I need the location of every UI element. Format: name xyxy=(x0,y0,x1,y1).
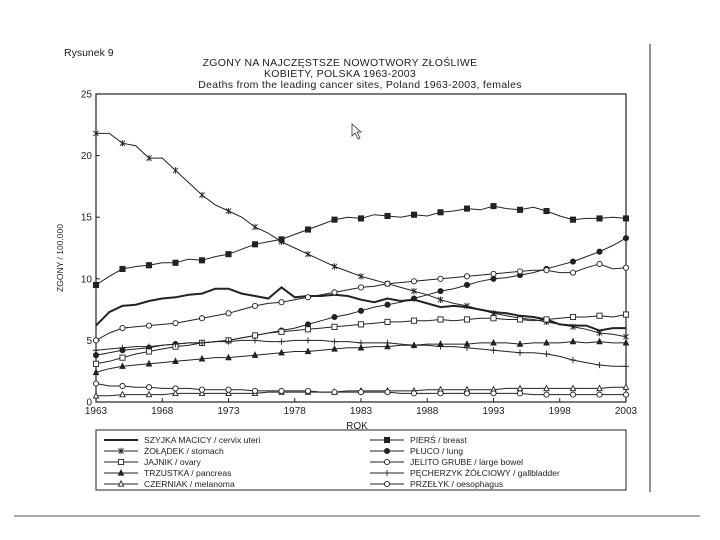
series-marker xyxy=(438,276,443,281)
series-marker xyxy=(517,207,522,212)
series-marker xyxy=(438,210,443,215)
series-marker xyxy=(543,351,549,357)
series-marker xyxy=(438,289,443,294)
series-marker xyxy=(517,391,522,396)
chart-title: ZGONY NA NAJCZĘSTSZE NOWOTWORY ZŁOŚLIWE xyxy=(202,57,478,69)
series-marker xyxy=(305,337,311,343)
series-marker xyxy=(517,317,522,322)
series-marker xyxy=(517,350,523,356)
series-marker xyxy=(597,339,602,344)
series-marker xyxy=(570,392,575,397)
series-marker xyxy=(384,340,390,346)
y-tick-label: 15 xyxy=(80,212,92,224)
series-marker xyxy=(385,213,390,218)
series-marker xyxy=(332,217,337,222)
series-marker xyxy=(570,314,575,319)
series-lines xyxy=(93,130,629,398)
series-marker xyxy=(226,208,231,214)
series-marker xyxy=(438,317,443,322)
series-marker xyxy=(623,265,628,270)
series-marker xyxy=(490,347,496,353)
series-marker xyxy=(464,317,469,322)
series-marker xyxy=(146,263,151,268)
legend-label: TRZUSTKA / pancreas xyxy=(144,468,232,478)
y-tick-label: 10 xyxy=(80,274,92,286)
series-marker xyxy=(464,206,469,211)
series-marker xyxy=(173,167,178,173)
series-marker xyxy=(623,363,629,369)
series-marker xyxy=(120,383,125,388)
series-marker xyxy=(517,269,522,274)
series-marker xyxy=(570,270,575,275)
x-tick-label: 1968 xyxy=(151,406,174,417)
series-marker xyxy=(199,316,204,321)
series-marker xyxy=(332,390,337,395)
series-marker xyxy=(385,390,390,395)
series-marker xyxy=(173,321,178,326)
series-marker xyxy=(358,390,363,395)
series-marker xyxy=(544,392,549,397)
series-marker xyxy=(623,236,628,241)
series-marker xyxy=(120,355,125,360)
series-marker xyxy=(570,217,575,222)
series-marker xyxy=(305,251,310,257)
x-tick-label: 1993 xyxy=(482,406,505,417)
figure-label: Rysunek 9 xyxy=(64,47,114,59)
series-marker xyxy=(597,249,602,254)
series-marker xyxy=(385,319,390,324)
series-marker xyxy=(305,322,310,327)
series-marker xyxy=(358,216,363,221)
series-marker xyxy=(491,204,496,209)
legend-label: CZERNIAK / melanoma xyxy=(144,479,235,489)
series-marker xyxy=(411,279,416,284)
series-marker xyxy=(464,274,469,279)
series-marker xyxy=(146,349,151,354)
series-marker xyxy=(226,252,231,257)
series-marker xyxy=(358,308,363,313)
series-marker xyxy=(491,391,496,396)
series-marker xyxy=(491,271,496,276)
series-marker xyxy=(331,339,337,345)
x-tick-label: 2003 xyxy=(614,406,638,417)
legend-label: ŻOŁĄDEK / stomach xyxy=(144,446,224,456)
series-marker xyxy=(464,282,469,287)
series-marker xyxy=(332,263,337,269)
x-tick-label: 1973 xyxy=(217,406,240,417)
series-marker xyxy=(411,391,416,396)
series-marker xyxy=(384,459,389,464)
series-marker xyxy=(597,313,602,318)
series-marker xyxy=(332,290,337,295)
series-marker xyxy=(146,323,151,328)
y-tick-label: 20 xyxy=(80,151,92,163)
series-marker xyxy=(411,296,416,301)
legend-label: SZYJKA MACICY / cervix uteri xyxy=(144,435,261,445)
series-marker xyxy=(544,208,549,213)
legend-label: PIERŚ / breast xyxy=(410,435,467,445)
series-marker xyxy=(597,261,602,266)
y-ticks xyxy=(81,90,100,409)
series-marker xyxy=(332,324,337,329)
x-tick-label: 1998 xyxy=(548,406,571,417)
series-marker xyxy=(93,353,98,358)
series-marker xyxy=(173,260,178,265)
series-marker xyxy=(358,322,363,327)
series-marker xyxy=(623,216,628,221)
legend-label: PĘCHERZYK ŻÓŁCIOWY / gallbladder xyxy=(410,468,560,478)
series-marker xyxy=(384,437,389,442)
series-marker xyxy=(384,470,390,476)
series-marker xyxy=(623,312,628,317)
series-marker xyxy=(305,388,310,393)
series-marker xyxy=(384,448,389,453)
series-marker xyxy=(438,391,443,396)
series-marker xyxy=(597,216,602,221)
series-marker xyxy=(332,314,337,319)
series-marker xyxy=(491,276,496,281)
series-marker xyxy=(199,192,204,198)
series-marker xyxy=(93,338,98,343)
series-marker xyxy=(385,281,390,286)
legend-label: JAJNIK / ovary xyxy=(144,457,201,467)
series-marker xyxy=(623,392,628,397)
series-marker xyxy=(597,392,602,397)
series-marker xyxy=(252,388,257,393)
y-tick-label: 25 xyxy=(80,89,92,101)
series-marker xyxy=(385,302,390,307)
series-marker xyxy=(358,340,364,346)
series-marker xyxy=(226,387,231,392)
y-tick-label: 0 xyxy=(86,397,92,409)
series-marker xyxy=(252,224,257,230)
series-marker xyxy=(279,329,284,334)
series-marker xyxy=(570,339,575,344)
series-marker xyxy=(146,385,151,390)
x-tick-label: 1978 xyxy=(283,406,306,417)
series-marker xyxy=(544,317,549,322)
series-marker xyxy=(358,285,363,290)
series-marker xyxy=(305,327,310,332)
series-marker xyxy=(226,311,231,316)
series-marker xyxy=(252,333,257,338)
series-marker xyxy=(305,227,310,232)
y-axis-label: ZGONY / 100.000 xyxy=(55,224,65,292)
series-marker xyxy=(252,242,257,247)
series-marker xyxy=(384,481,389,486)
y-tick-label: 5 xyxy=(86,335,92,347)
series-marker xyxy=(570,259,575,264)
series-marker xyxy=(411,318,416,323)
legend-label: PŁUCO / lung xyxy=(410,446,464,456)
legend-label: JELITO GRUBE / large bowel xyxy=(410,457,524,467)
series-marker xyxy=(596,362,602,368)
series-marker xyxy=(278,339,284,345)
series-marker xyxy=(544,268,549,273)
x-ticks xyxy=(85,398,638,417)
legend-label: PRZEŁYK / oesophagus xyxy=(410,479,504,489)
series-marker xyxy=(93,381,98,386)
series-marker xyxy=(279,300,284,305)
chart-subtitle-en: Deaths from the leading cancer sites, Poland 1963-2003, females xyxy=(198,79,522,91)
x-axis-label: ROK xyxy=(346,421,368,432)
x-tick-label: 1963 xyxy=(84,406,108,417)
legend xyxy=(104,434,560,489)
series-marker xyxy=(120,266,125,271)
series-marker xyxy=(93,361,98,366)
series-line xyxy=(96,133,626,336)
series-group xyxy=(93,312,628,366)
series-marker xyxy=(199,258,204,263)
series-marker xyxy=(93,282,98,287)
series-marker xyxy=(120,325,125,330)
series-marker xyxy=(199,387,204,392)
chart-subtitle-pl: KOBIETY, POLSKA 1963-2003 xyxy=(263,68,417,80)
x-tick-label: 1988 xyxy=(416,406,439,417)
x-tick-label: 1983 xyxy=(349,406,373,417)
series-marker xyxy=(491,316,496,321)
series-marker xyxy=(93,347,99,353)
series-marker xyxy=(279,388,284,393)
series-marker xyxy=(173,386,178,391)
series-marker xyxy=(464,391,469,396)
series-marker xyxy=(570,357,576,363)
cursor-icon xyxy=(352,124,361,139)
series-marker xyxy=(411,212,416,217)
series-marker xyxy=(118,459,123,464)
series-marker xyxy=(252,303,257,308)
series-marker xyxy=(305,295,310,300)
